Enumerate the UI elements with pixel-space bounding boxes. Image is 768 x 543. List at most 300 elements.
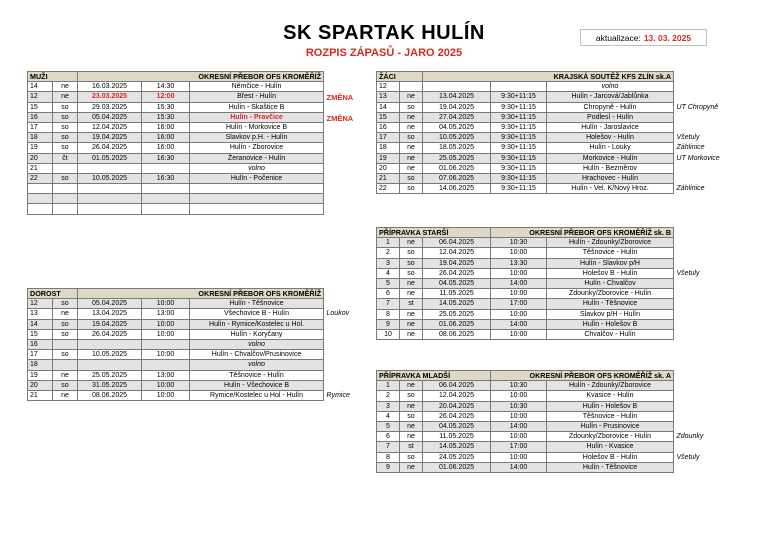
match-cell: Hulín - Těšnovice [547,299,674,309]
update-box [580,29,707,46]
date-cell: 10.05.2025 [78,173,142,183]
table-row [377,238,674,248]
round-cell: 19 [28,143,53,153]
date-cell: 13.04.2025 [78,309,142,319]
day-cell: ne [400,309,423,319]
time-cell: 9:30+11:15 [491,122,547,132]
table-row [377,173,674,183]
day-cell: so [400,248,423,258]
date-cell: 04.05.2025 [423,421,491,431]
match-cell: Holešov B - Hulín [547,268,674,278]
table-row [28,370,324,380]
table-row [28,92,324,102]
time-cell [491,82,547,92]
match-cell: Všechovice B - Hulín [190,309,324,319]
time-cell: 9:30+11:15 [491,133,547,143]
date-cell: 14.06.2025 [423,184,491,194]
match-cell: Hulín - Prusinovice [547,421,674,431]
date-cell: 29.03.2025 [78,102,142,112]
round-cell: 1 [377,238,400,248]
table-row [377,401,674,411]
time-cell: 14:00 [491,278,547,288]
league-name: OKRESNÍ PŘEBOR OFS KROMĚŘÍŽ [78,72,324,82]
round-cell: 12 [377,82,400,92]
match-cell: Hulín - Těšnovice [190,299,324,309]
match-cell [190,194,324,204]
section-header [28,289,324,299]
date-cell: 23.03.2025 [78,92,142,102]
date-cell: 08.06.2025 [78,390,142,400]
match-cell: Hulín - Počenice [190,173,324,183]
date-cell: 01.05.2025 [78,153,142,163]
match-cell: Chropyně - Hulín [547,102,674,112]
time-cell: 9:30+11:15 [491,92,547,102]
match-cell: Břest - Hulín [190,92,324,102]
match-cell: Hulín - Pravčice [190,112,324,122]
round-cell: 18 [28,133,53,143]
match-cell: Morkovice - Hulín [547,153,674,163]
table-row [28,194,324,204]
day-cell: ne [53,390,78,400]
section-header [28,72,324,82]
venue-note: Všetuly [676,453,700,461]
time-cell: 10:00 [491,432,547,442]
day-cell: so [53,329,78,339]
table-row [28,102,324,112]
league-name: OKRESNÍ PŘEBOR OFS KROMĚŘÍŽ sk. A [491,371,674,381]
match-cell: Hulín - Zdounky/Zborovice [547,238,674,248]
table-row [377,432,674,442]
date-cell: 05.04.2025 [78,112,142,122]
table-row [28,133,324,143]
day-cell: ne [400,143,423,153]
match-cell: Hulín - Morkovice B [190,122,324,132]
time-cell: 10:00 [491,268,547,278]
table-row [377,133,674,143]
time-cell: 9:30+11:15 [491,112,547,122]
day-cell: ne [400,163,423,173]
day-cell: ne [400,289,423,299]
round-cell: 20 [28,153,53,163]
day-cell: so [400,391,423,401]
match-cell: Hulín - Holešov B [547,401,674,411]
match-cell: Hulín - Rymice/Kostelec u Hol. [190,319,324,329]
table-row [377,102,674,112]
day-cell [53,339,78,349]
time-cell: 9:30+11:15 [491,173,547,183]
round-cell: 14 [377,102,400,112]
date-cell [78,163,142,173]
section-header [377,371,674,381]
round-cell: 8 [377,452,400,462]
match-cell: Těšnovice - Hulín [547,248,674,258]
day-cell: so [53,112,78,122]
change-flag: ZMĚNA [326,113,354,123]
time-cell: 10:00 [491,391,547,401]
match-cell: Hulín - Holešov B [547,319,674,329]
round-cell: 16 [28,112,53,122]
date-cell: 26.04.2025 [78,143,142,153]
time-cell: 10:00 [142,299,190,309]
date-cell: 12.04.2025 [423,391,491,401]
day-cell: ne [400,238,423,248]
match-cell: Hulín - Všechovice B [190,380,324,390]
match-cell: Žeranovice - Hulín [190,153,324,163]
match-cell: Holešov - Hulín [547,133,674,143]
time-cell: 10:00 [142,380,190,390]
date-cell [78,194,142,204]
table-pripravka-starsi [376,227,674,340]
round-cell: 7 [377,299,400,309]
round-cell [28,194,53,204]
time-cell: 15:30 [142,102,190,112]
match-cell: Hulín - Chvalčov [547,278,674,288]
date-cell: 19.04.2025 [78,133,142,143]
day-cell: ne [400,432,423,442]
date-cell: 08.06.2025 [423,329,491,339]
round-cell: 9 [377,319,400,329]
date-cell [78,204,142,214]
day-cell: so [400,184,423,194]
day-cell: ne [400,329,423,339]
venue-note: Zdounky [676,433,704,441]
time-cell: 10:00 [491,411,547,421]
time-cell [142,204,190,214]
table-row [377,184,674,194]
time-cell: 9:30+11:15 [491,153,547,163]
match-cell [190,184,324,194]
match-cell: Hrachovec - Hulín [547,173,674,183]
table-row [377,309,674,319]
date-cell: 26.04.2025 [78,329,142,339]
table-row [377,442,674,452]
match-cell: Chvalčov - Hulín [547,329,674,339]
day-cell: so [53,122,78,132]
date-cell: 07.06.2025 [423,173,491,183]
table-row [377,289,674,299]
date-cell: 13.04.2025 [423,92,491,102]
date-cell: 24.05.2025 [423,452,491,462]
date-cell: 04.05.2025 [423,278,491,288]
table-row [377,278,674,288]
section-name: ŽÁCI [377,72,423,82]
table-row [28,82,324,92]
table-row [28,319,324,329]
date-cell: 10.05.2025 [423,133,491,143]
time-cell: 10:00 [142,329,190,339]
day-cell: čt [53,153,78,163]
date-cell: 10.05.2025 [78,350,142,360]
time-cell: 10:00 [491,329,547,339]
round-cell: 20 [377,163,400,173]
day-cell: so [400,268,423,278]
match-cell: Hulín - Vel. K/Nový Hroz. [547,184,674,194]
round-cell: 6 [377,432,400,442]
table-row [28,299,324,309]
club-title: SK SPARTAK HULÍN [283,22,485,44]
table-row [377,163,674,173]
time-cell: 13:30 [491,258,547,268]
round-cell: 15 [377,112,400,122]
date-cell: 27.04.2025 [423,112,491,122]
table-row [28,390,324,400]
match-cell: Hulín - Zdounky/Zborovice [547,381,674,391]
date-cell: 06.04.2025 [423,238,491,248]
round-cell: 12 [28,299,53,309]
date-cell: 25.05.2025 [423,153,491,163]
day-cell: ne [400,122,423,132]
match-cell: Hulín - Slavkov p/H [547,258,674,268]
table-row [377,143,674,153]
time-cell: 9:30+11:15 [491,143,547,153]
round-cell: 1 [377,381,400,391]
update-date: 13. 03. 2025 [643,33,692,43]
table-row [28,329,324,339]
round-cell: 13 [28,309,53,319]
time-cell: 14:00 [491,319,547,329]
day-cell: so [53,133,78,143]
day-cell: so [53,380,78,390]
schedule-subtitle: ROZPIS ZÁPASŮ - JARO 2025 [305,47,463,59]
time-cell: 10:00 [491,248,547,258]
round-cell: 6 [377,289,400,299]
day-cell: ne [53,370,78,380]
match-cell: Těšnovice - Hulín [190,370,324,380]
table-row [377,153,674,163]
match-cell [190,204,324,214]
round-cell: 16 [28,339,53,349]
day-cell [53,194,78,204]
table-row [377,411,674,421]
round-cell: 18 [28,360,53,370]
time-cell: 16:00 [142,122,190,132]
round-cell: 20 [28,380,53,390]
day-cell [400,82,423,92]
day-cell: ne [400,153,423,163]
round-cell: 17 [28,350,53,360]
time-cell: 10:00 [142,350,190,360]
round-cell: 2 [377,391,400,401]
round-cell: 18 [377,143,400,153]
table-dorost [27,288,324,401]
venue-note: Všetuly [676,134,700,142]
day-cell: ne [400,278,423,288]
day-cell: ne [400,401,423,411]
time-cell: 9:30+11:15 [491,163,547,173]
time-cell: 12:00 [142,92,190,102]
section-name: PŘÍPRAVKA STARŠÍ [377,228,491,238]
day-cell: ne [53,309,78,319]
table-row [28,153,324,163]
time-cell: 10:00 [142,390,190,400]
table-row [377,462,674,472]
round-cell: 5 [377,421,400,431]
table-row [377,122,674,132]
date-cell: 14.05.2025 [423,442,491,452]
time-cell [142,194,190,204]
match-cell: Těšnovice - Hulín [547,411,674,421]
time-cell: 16:00 [142,133,190,143]
date-cell: 25.05.2025 [423,309,491,319]
round-cell: 7 [377,442,400,452]
date-cell [78,360,142,370]
date-cell: 14.05.2025 [423,299,491,309]
round-cell: 22 [28,173,53,183]
round-cell: 14 [28,319,53,329]
time-cell: 10:00 [491,452,547,462]
round-cell: 5 [377,278,400,288]
table-row [28,122,324,132]
date-cell: 18.05.2025 [423,143,491,153]
league-name: OKRESNÍ PŘEBOR OFS KROMĚŘÍŽ [78,289,324,299]
section-name: DOROST [28,289,78,299]
table-row [28,184,324,194]
table-row [377,248,674,258]
table-row [377,299,674,309]
round-cell: 21 [28,390,53,400]
round-cell: 12 [28,92,53,102]
time-cell: 13:00 [142,309,190,319]
time-cell: 16:00 [142,143,190,153]
table-row [28,360,324,370]
day-cell: ne [400,92,423,102]
venue-note: Všetuly [676,269,700,277]
day-cell: so [400,133,423,143]
round-cell: 2 [377,248,400,258]
date-cell: 19.04.2025 [423,258,491,268]
day-cell [53,184,78,194]
section-header [377,228,674,238]
date-cell: 26.04.2025 [423,411,491,421]
time-cell: 16:30 [142,173,190,183]
day-cell: ne [53,92,78,102]
day-cell: st [400,299,423,309]
venue-note: Záhlinice [676,185,705,193]
match-cell: Zdounky/Zborovice - Hulín [547,289,674,299]
time-cell: 14:00 [491,462,547,472]
match-cell: Holešov B - Hulín [547,452,674,462]
time-cell: 14:30 [142,82,190,92]
match-cell: Zdounky/Zborovice - Hulín [547,432,674,442]
venue-note: UT Morkovice [676,154,720,162]
table-row [28,143,324,153]
date-cell: 25.05.2025 [78,370,142,380]
match-cell: Slavkov p.H. - Hulín [190,133,324,143]
round-cell: 19 [28,370,53,380]
round-cell: 4 [377,268,400,278]
day-cell: so [53,102,78,112]
venue-note: Záhlinice [676,144,705,152]
day-cell: so [53,319,78,329]
time-cell: 15:30 [142,112,190,122]
section-name: PŘÍPRAVKA MLADŠÍ [377,371,491,381]
day-cell: so [53,173,78,183]
day-cell: so [53,143,78,153]
section-header [377,72,674,82]
date-cell [423,82,491,92]
date-cell: 06.04.2025 [423,381,491,391]
day-cell: ne [400,462,423,472]
day-cell: so [53,350,78,360]
date-cell: 11.05.2025 [423,289,491,299]
date-cell: 01.06.2025 [423,319,491,329]
section-name: MUŽI [28,72,78,82]
match-cell: Hulín - Kvasice [547,442,674,452]
time-cell: 10:30 [491,238,547,248]
match-cell: Hulín - Těšnovice [547,462,674,472]
round-cell: 16 [377,122,400,132]
match-cell: Hulín - Jarcová/Jablůnka [547,92,674,102]
table-row [28,163,324,173]
match-cell: Kvasice - Hulín [547,391,674,401]
change-flag: ZMĚNA [326,93,354,103]
table-row [28,309,324,319]
time-cell: 9:30+11:15 [491,184,547,194]
league-name: OKRESNÍ PŘEBOR OFS KROMĚŘÍŽ sk. B [491,228,674,238]
time-cell: 17:00 [491,299,547,309]
table-row [377,381,674,391]
table-row [377,112,674,122]
day-cell [53,360,78,370]
date-cell: 12.04.2025 [78,122,142,132]
time-cell: 13:00 [142,370,190,380]
match-cell: Němčice - Hulín [190,82,324,92]
table-row [377,421,674,431]
table-row [377,258,674,268]
match-cell: Hulín - Chvalčov/Prusinovice [190,350,324,360]
time-cell: 14:00 [491,421,547,431]
table-row [377,268,674,278]
time-cell: 10:00 [491,289,547,299]
round-cell: 17 [28,122,53,132]
time-cell: 16:30 [142,153,190,163]
round-cell [28,184,53,194]
round-cell: 3 [377,258,400,268]
table-row [377,452,674,462]
round-cell: 3 [377,401,400,411]
match-cell: Hulín - Bezměrov [547,163,674,173]
date-cell: 01.06.2025 [423,163,491,173]
update-label: aktualizace: [595,33,641,43]
day-cell: so [400,173,423,183]
time-cell: 10:00 [142,319,190,329]
day-cell: so [400,452,423,462]
day-cell [53,204,78,214]
day-cell: ne [400,319,423,329]
match-cell: Hulín - Louky [547,143,674,153]
table-row [28,112,324,122]
table-muzi [27,71,324,215]
day-cell: so [53,299,78,309]
table-row [28,339,324,349]
round-cell: 21 [28,163,53,173]
round-cell: 22 [377,184,400,194]
date-cell: 31.05.2025 [78,380,142,390]
date-cell: 01.06.2025 [423,462,491,472]
round-cell [28,204,53,214]
table-row [377,319,674,329]
date-cell: 19.04.2025 [423,102,491,112]
table-row [377,82,674,92]
time-cell: 10:00 [491,309,547,319]
time-cell [142,339,190,349]
match-cell: Slavkov p/H - Hulín [547,309,674,319]
time-cell [142,163,190,173]
time-cell: 17:00 [491,442,547,452]
table-row [28,350,324,360]
venue-note: Rymice [326,391,350,399]
day-cell: so [400,258,423,268]
